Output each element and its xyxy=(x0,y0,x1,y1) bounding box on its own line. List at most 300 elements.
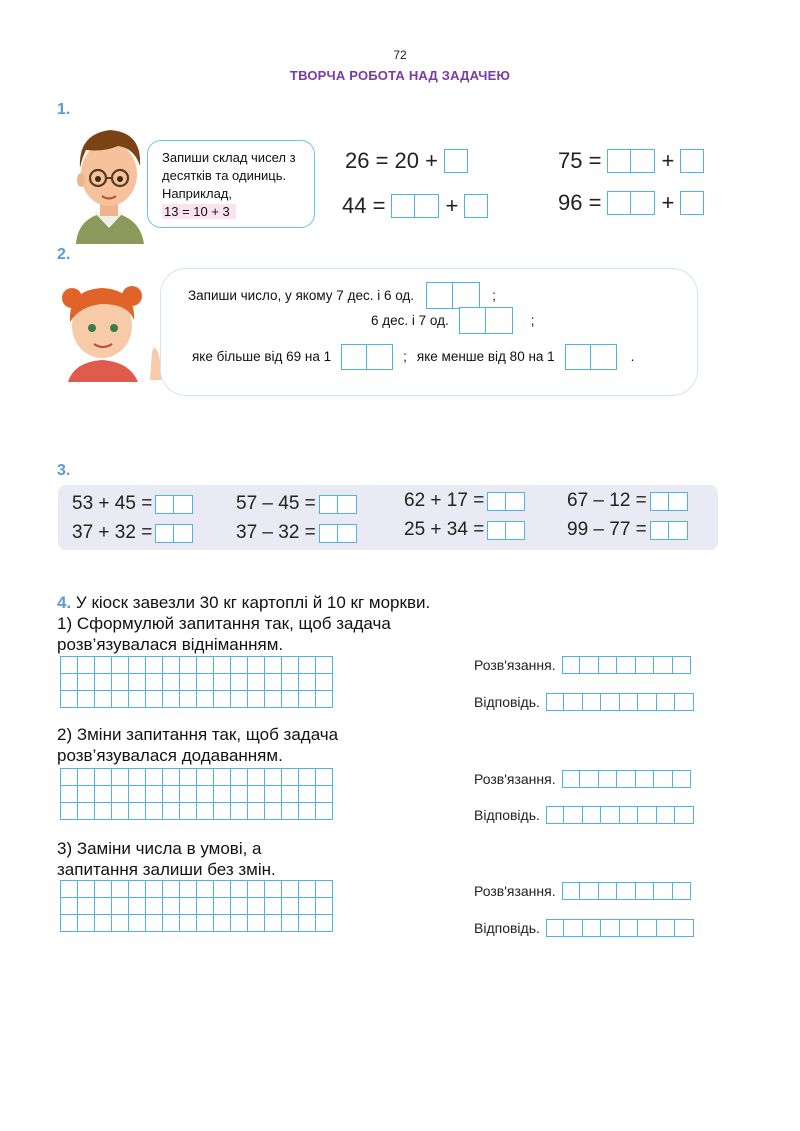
task-3-expr-5 xyxy=(72,522,193,544)
grid-cell[interactable] xyxy=(112,657,129,674)
grid-cell[interactable] xyxy=(163,657,180,674)
grid-cell[interactable] xyxy=(197,674,214,691)
answer-cells[interactable] xyxy=(546,806,694,824)
answer-cell[interactable] xyxy=(174,495,193,514)
solution-label: Розв'язання. xyxy=(474,883,556,899)
answer-cell[interactable] xyxy=(565,344,591,370)
task-3-expr-4 xyxy=(567,490,688,512)
answer-cell[interactable] xyxy=(638,693,657,711)
grid-cell[interactable] xyxy=(61,657,78,674)
grid-cell[interactable] xyxy=(214,898,231,915)
solution-cells[interactable] xyxy=(562,882,692,900)
task-2-line-1 xyxy=(188,282,496,309)
grid-cell[interactable] xyxy=(231,674,248,691)
answer-cell[interactable] xyxy=(636,656,655,674)
task-4-number: 4. xyxy=(57,593,72,612)
answer-cell[interactable] xyxy=(638,919,657,937)
answer-cell[interactable] xyxy=(562,656,581,674)
grid-cell[interactable] xyxy=(146,898,163,915)
grid-cell[interactable] xyxy=(197,915,214,932)
answer-cell[interactable] xyxy=(319,524,338,543)
girl-illustration xyxy=(58,282,176,382)
statement-text: У кіоск завезли 30 кг картоплі й 10 кг моркви. xyxy=(75,593,431,612)
grid-cell[interactable] xyxy=(248,674,265,691)
answer-cell[interactable] xyxy=(599,656,618,674)
grid-cell[interactable] xyxy=(265,786,282,803)
answer-cells[interactable] xyxy=(546,693,694,711)
grid-cell[interactable] xyxy=(129,881,146,898)
answer-cell[interactable] xyxy=(675,806,694,824)
grid-cell[interactable] xyxy=(265,674,282,691)
expr-text: 57 – 45 = xyxy=(236,493,316,514)
answer-cell[interactable] xyxy=(657,693,676,711)
grid-cell[interactable] xyxy=(299,786,316,803)
grid-cell[interactable] xyxy=(248,691,265,708)
answer-cell[interactable] xyxy=(580,770,599,788)
grid-cell[interactable] xyxy=(180,898,197,915)
grid-cell[interactable] xyxy=(248,803,265,820)
grid-cell[interactable] xyxy=(299,898,316,915)
task-1-number: 1. xyxy=(57,101,71,118)
grid-cell[interactable] xyxy=(299,915,316,932)
bubble-line-2: десятків та одиниць. xyxy=(162,168,287,183)
grid-cell[interactable] xyxy=(282,786,299,803)
semicolon: ; xyxy=(403,349,407,364)
task-1-speech-bubble xyxy=(147,140,315,228)
answer-cell[interactable] xyxy=(486,307,513,334)
grid-cell[interactable] xyxy=(282,769,299,786)
grid-cell[interactable] xyxy=(180,657,197,674)
answer-cell[interactable] xyxy=(546,919,565,937)
grid-cell[interactable] xyxy=(78,786,95,803)
grid-cell[interactable] xyxy=(214,691,231,708)
grid-cell[interactable] xyxy=(316,803,333,820)
period: . xyxy=(630,349,635,364)
grid-cell[interactable] xyxy=(265,691,282,708)
grid-cell[interactable] xyxy=(316,915,333,932)
grid-cell[interactable] xyxy=(180,769,197,786)
grid-cell[interactable] xyxy=(95,674,112,691)
answer-row-3 xyxy=(474,919,694,937)
grid-cell[interactable] xyxy=(180,674,197,691)
grid-cell[interactable] xyxy=(299,691,316,708)
solution-row-2 xyxy=(474,770,691,788)
answer-cell[interactable] xyxy=(657,919,676,937)
grid-cell[interactable] xyxy=(316,691,333,708)
grid-cell[interactable] xyxy=(265,769,282,786)
answer-cell[interactable] xyxy=(680,149,704,173)
grid-cell[interactable] xyxy=(231,803,248,820)
answer-cell[interactable] xyxy=(675,693,694,711)
task-2-number: 2. xyxy=(57,246,71,263)
grid-cell[interactable] xyxy=(282,915,299,932)
bubble-example: 13 = 10 + 3 xyxy=(162,204,236,219)
answer-label: Відповідь. xyxy=(474,920,540,936)
grid-cell[interactable] xyxy=(282,691,299,708)
answer-cell[interactable] xyxy=(391,194,415,218)
expr-text: 67 – 12 = xyxy=(567,490,647,511)
grid-cell[interactable] xyxy=(316,881,333,898)
answer-cell[interactable] xyxy=(617,656,636,674)
semicolon: ; xyxy=(492,287,496,303)
grid-cell[interactable] xyxy=(112,691,129,708)
answer-cell[interactable] xyxy=(580,882,599,900)
answer-cell[interactable] xyxy=(583,806,602,824)
expr-text: 25 + 34 = xyxy=(404,519,485,540)
grid-cell[interactable] xyxy=(129,691,146,708)
grid-cell[interactable] xyxy=(146,691,163,708)
grid-cell[interactable] xyxy=(197,881,214,898)
answer-cell[interactable] xyxy=(654,656,673,674)
grid-cell[interactable] xyxy=(129,769,146,786)
grid-cell[interactable] xyxy=(265,915,282,932)
grid-cell[interactable] xyxy=(231,898,248,915)
grid-cell[interactable] xyxy=(265,803,282,820)
grid-cell[interactable] xyxy=(146,674,163,691)
answer-cell[interactable] xyxy=(453,282,480,309)
plus-sign: + xyxy=(661,148,675,173)
answer-cell[interactable] xyxy=(620,919,639,937)
answer-cell[interactable] xyxy=(564,919,583,937)
answer-cell[interactable] xyxy=(636,770,655,788)
page-number: 72 xyxy=(393,48,407,62)
answer-cell[interactable] xyxy=(673,882,692,900)
grid-cell[interactable] xyxy=(61,786,78,803)
answer-cell[interactable] xyxy=(599,770,618,788)
task-3-number: 3. xyxy=(57,462,71,479)
grid-cell[interactable] xyxy=(146,803,163,820)
answer-cell[interactable] xyxy=(583,919,602,937)
grid-cell[interactable] xyxy=(78,898,95,915)
grid-cell[interactable] xyxy=(163,769,180,786)
grid-cell[interactable] xyxy=(197,803,214,820)
grid-cell[interactable] xyxy=(180,915,197,932)
grid-cell[interactable] xyxy=(146,786,163,803)
answer-cells[interactable] xyxy=(546,919,694,937)
grid-cell[interactable] xyxy=(146,657,163,674)
grid-cell[interactable] xyxy=(61,769,78,786)
line-text: яке більше від 69 на 1 xyxy=(192,349,332,364)
solution-row-1 xyxy=(474,656,691,674)
grid-cell[interactable] xyxy=(95,657,112,674)
grid-cell[interactable] xyxy=(214,915,231,932)
grid-cell[interactable] xyxy=(78,674,95,691)
grid-cell[interactable] xyxy=(112,803,129,820)
answer-label: Відповідь. xyxy=(474,694,540,710)
task-4-question-2 xyxy=(57,724,338,766)
question-line: 3) Заміни числа в умові, а xyxy=(57,839,262,858)
grid-cell[interactable] xyxy=(214,674,231,691)
grid-cell[interactable] xyxy=(78,915,95,932)
grid-cell[interactable] xyxy=(282,803,299,820)
line-text: 6 дес. і 7 од. xyxy=(371,312,449,328)
grid-cell[interactable] xyxy=(146,915,163,932)
answer-cell[interactable] xyxy=(487,492,506,511)
grid-cell[interactable] xyxy=(299,657,316,674)
answer-cell[interactable] xyxy=(654,770,673,788)
task-4-statement xyxy=(57,592,430,613)
grid-cell[interactable] xyxy=(78,769,95,786)
answer-cell[interactable] xyxy=(673,770,692,788)
answer-cell[interactable] xyxy=(459,307,486,334)
grid-cell[interactable] xyxy=(180,786,197,803)
grid-cell[interactable] xyxy=(95,915,112,932)
grid-cell[interactable] xyxy=(163,803,180,820)
answer-cell[interactable] xyxy=(464,194,488,218)
answer-cell[interactable] xyxy=(506,521,525,540)
grid-cell[interactable] xyxy=(231,657,248,674)
grid-cell[interactable] xyxy=(78,881,95,898)
grid-cell[interactable] xyxy=(61,674,78,691)
grid-cell[interactable] xyxy=(299,674,316,691)
task-1-eq-75 xyxy=(558,148,704,174)
grid-cell[interactable] xyxy=(282,898,299,915)
grid-cell[interactable] xyxy=(129,803,146,820)
grid-cell[interactable] xyxy=(78,657,95,674)
grid-cell[interactable] xyxy=(78,691,95,708)
answer-cell[interactable] xyxy=(583,693,602,711)
eq-text: 44 = xyxy=(342,193,386,218)
expr-text: 37 – 32 = xyxy=(236,522,316,543)
answer-cell[interactable] xyxy=(599,882,618,900)
grid-cell[interactable] xyxy=(231,691,248,708)
task-1-eq-44 xyxy=(342,193,488,219)
grid-cell[interactable] xyxy=(316,657,333,674)
grid-cell[interactable] xyxy=(78,803,95,820)
grid-cell[interactable] xyxy=(231,881,248,898)
semicolon: ; xyxy=(530,312,535,328)
answer-cell[interactable] xyxy=(338,495,357,514)
answer-cell[interactable] xyxy=(155,495,174,514)
answer-row-2 xyxy=(474,806,694,824)
answer-cell[interactable] xyxy=(631,149,655,173)
grid-cell[interactable] xyxy=(248,786,265,803)
grid-cell[interactable] xyxy=(61,915,78,932)
solution-row-3 xyxy=(474,882,691,900)
answer-cell[interactable] xyxy=(617,882,636,900)
grid-cell[interactable] xyxy=(214,881,231,898)
bubble-line-3: Наприклад, xyxy=(162,186,232,201)
grid-cell[interactable] xyxy=(180,803,197,820)
grid-cell[interactable] xyxy=(214,657,231,674)
answer-cell[interactable] xyxy=(657,806,676,824)
answer-row-1 xyxy=(474,693,694,711)
grid-cell[interactable] xyxy=(129,657,146,674)
grid-cell[interactable] xyxy=(231,915,248,932)
grid-cell[interactable] xyxy=(231,769,248,786)
grid-cell[interactable] xyxy=(129,915,146,932)
answer-cell[interactable] xyxy=(650,492,669,511)
grid-cell[interactable] xyxy=(299,803,316,820)
question-line: запитання залиши без змін. xyxy=(57,860,276,879)
solution-label: Розв'язання. xyxy=(474,771,556,787)
bubble-line-1: Запиши склад чисел з xyxy=(162,150,296,165)
grid-cell[interactable] xyxy=(112,674,129,691)
boy-illustration xyxy=(64,124,154,244)
grid-cell[interactable] xyxy=(129,898,146,915)
grid-cell[interactable] xyxy=(95,769,112,786)
writing-grid-1[interactable] xyxy=(60,656,333,708)
grid-cell[interactable] xyxy=(299,769,316,786)
answer-cell[interactable] xyxy=(680,191,704,215)
answer-cell[interactable] xyxy=(673,656,692,674)
grid-cell[interactable] xyxy=(265,657,282,674)
answer-cell[interactable] xyxy=(338,524,357,543)
grid-cell[interactable] xyxy=(95,881,112,898)
grid-cell[interactable] xyxy=(180,881,197,898)
grid-cell[interactable] xyxy=(265,898,282,915)
expr-text: 53 + 45 = xyxy=(72,493,153,514)
question-line: розв’язувалася відніманням. xyxy=(57,635,284,654)
answer-cell[interactable] xyxy=(546,693,565,711)
task-3-expr-8 xyxy=(567,519,688,541)
grid-cell[interactable] xyxy=(146,881,163,898)
grid-cell[interactable] xyxy=(248,898,265,915)
grid-cell[interactable] xyxy=(214,769,231,786)
answer-cell[interactable] xyxy=(506,492,525,511)
task-2-line-2 xyxy=(371,307,535,334)
grid-cell[interactable] xyxy=(163,786,180,803)
answer-cell[interactable] xyxy=(580,656,599,674)
answer-cell[interactable] xyxy=(638,806,657,824)
answer-cell[interactable] xyxy=(636,882,655,900)
answer-cell[interactable] xyxy=(631,191,655,215)
answer-cell[interactable] xyxy=(620,693,639,711)
answer-cell[interactable] xyxy=(617,770,636,788)
grid-cell[interactable] xyxy=(248,881,265,898)
grid-cell[interactable] xyxy=(316,786,333,803)
grid-cell[interactable] xyxy=(316,898,333,915)
expr-text: 62 + 17 = xyxy=(404,490,485,511)
answer-cell[interactable] xyxy=(650,521,669,540)
grid-cell[interactable] xyxy=(197,691,214,708)
grid-cell[interactable] xyxy=(61,803,78,820)
grid-cell[interactable] xyxy=(214,786,231,803)
answer-cell[interactable] xyxy=(591,344,617,370)
grid-cell[interactable] xyxy=(214,803,231,820)
grid-cell[interactable] xyxy=(112,898,129,915)
answer-cell[interactable] xyxy=(415,194,439,218)
answer-cell[interactable] xyxy=(174,524,193,543)
grid-cell[interactable] xyxy=(112,915,129,932)
task-3-expr-2 xyxy=(236,493,357,515)
grid-cell[interactable] xyxy=(129,786,146,803)
task-3-expr-7 xyxy=(404,519,525,541)
task-4-question-1 xyxy=(57,613,391,655)
grid-cell[interactable] xyxy=(248,769,265,786)
grid-cell[interactable] xyxy=(112,881,129,898)
eq-text: 26 = 20 + xyxy=(345,148,438,173)
answer-cell[interactable] xyxy=(444,149,468,173)
grid-cell[interactable] xyxy=(146,769,163,786)
answer-cell[interactable] xyxy=(601,806,620,824)
answer-cell[interactable] xyxy=(620,806,639,824)
expr-text: 37 + 32 = xyxy=(72,522,153,543)
answer-cell[interactable] xyxy=(607,149,631,173)
answer-cell[interactable] xyxy=(601,919,620,937)
answer-cell[interactable] xyxy=(654,882,673,900)
grid-cell[interactable] xyxy=(95,803,112,820)
task-3-expr-6 xyxy=(236,522,357,544)
answer-cell[interactable] xyxy=(426,282,453,309)
grid-cell[interactable] xyxy=(95,898,112,915)
writing-grid-2[interactable] xyxy=(60,768,333,820)
expr-text: 99 – 77 = xyxy=(567,519,647,540)
grid-cell[interactable] xyxy=(282,657,299,674)
grid-cell[interactable] xyxy=(282,881,299,898)
answer-cell[interactable] xyxy=(562,882,581,900)
grid-cell[interactable] xyxy=(248,657,265,674)
question-line: розв’язувалася додаванням. xyxy=(57,746,283,765)
grid-cell[interactable] xyxy=(163,915,180,932)
grid-cell[interactable] xyxy=(265,881,282,898)
solution-cells[interactable] xyxy=(562,770,692,788)
solution-cells[interactable] xyxy=(562,656,692,674)
grid-cell[interactable] xyxy=(95,691,112,708)
grid-cell[interactable] xyxy=(163,691,180,708)
grid-cell[interactable] xyxy=(129,674,146,691)
grid-cell[interactable] xyxy=(197,786,214,803)
task-2-line-3 xyxy=(192,344,634,370)
grid-cell[interactable] xyxy=(248,915,265,932)
line-text: яке менше від 80 на 1 xyxy=(416,349,555,364)
grid-cell[interactable] xyxy=(163,898,180,915)
grid-cell[interactable] xyxy=(61,691,78,708)
answer-cell[interactable] xyxy=(319,495,338,514)
task-1-eq-26 xyxy=(345,148,468,174)
answer-cell[interactable] xyxy=(669,492,688,511)
answer-cell[interactable] xyxy=(675,919,694,937)
answer-cell[interactable] xyxy=(367,344,393,370)
grid-cell[interactable] xyxy=(282,674,299,691)
grid-cell[interactable] xyxy=(231,786,248,803)
page-title: ТВОРЧА РОБОТА НАД ЗАДАЧЕЮ xyxy=(289,68,511,83)
answer-cell[interactable] xyxy=(564,693,583,711)
grid-cell[interactable] xyxy=(316,674,333,691)
plus-sign: + xyxy=(445,193,459,218)
answer-cell[interactable] xyxy=(546,806,565,824)
grid-cell[interactable] xyxy=(112,786,129,803)
grid-cell[interactable] xyxy=(61,881,78,898)
eq-text: 96 = xyxy=(558,190,602,215)
answer-cell[interactable] xyxy=(601,693,620,711)
grid-cell[interactable] xyxy=(61,898,78,915)
answer-cell[interactable] xyxy=(607,191,631,215)
task-3-expr-3 xyxy=(404,490,525,512)
answer-cell[interactable] xyxy=(669,521,688,540)
grid-cell[interactable] xyxy=(163,881,180,898)
grid-cell[interactable] xyxy=(112,769,129,786)
answer-cell[interactable] xyxy=(487,521,506,540)
grid-cell[interactable] xyxy=(95,786,112,803)
solution-label: Розв'язання. xyxy=(474,657,556,673)
grid-cell[interactable] xyxy=(180,691,197,708)
task-1-eq-96 xyxy=(558,190,704,216)
answer-cell[interactable] xyxy=(562,770,581,788)
grid-cell[interactable] xyxy=(299,881,316,898)
task-4-question-3 xyxy=(57,838,276,880)
answer-cell[interactable] xyxy=(341,344,367,370)
grid-cell[interactable] xyxy=(197,898,214,915)
grid-cell[interactable] xyxy=(197,769,214,786)
answer-cell[interactable] xyxy=(564,806,583,824)
writing-grid-3[interactable] xyxy=(60,880,333,932)
answer-cell[interactable] xyxy=(155,524,174,543)
grid-cell[interactable] xyxy=(316,769,333,786)
grid-cell[interactable] xyxy=(197,657,214,674)
task-3-expr-1 xyxy=(72,493,193,515)
grid-cell[interactable] xyxy=(163,674,180,691)
